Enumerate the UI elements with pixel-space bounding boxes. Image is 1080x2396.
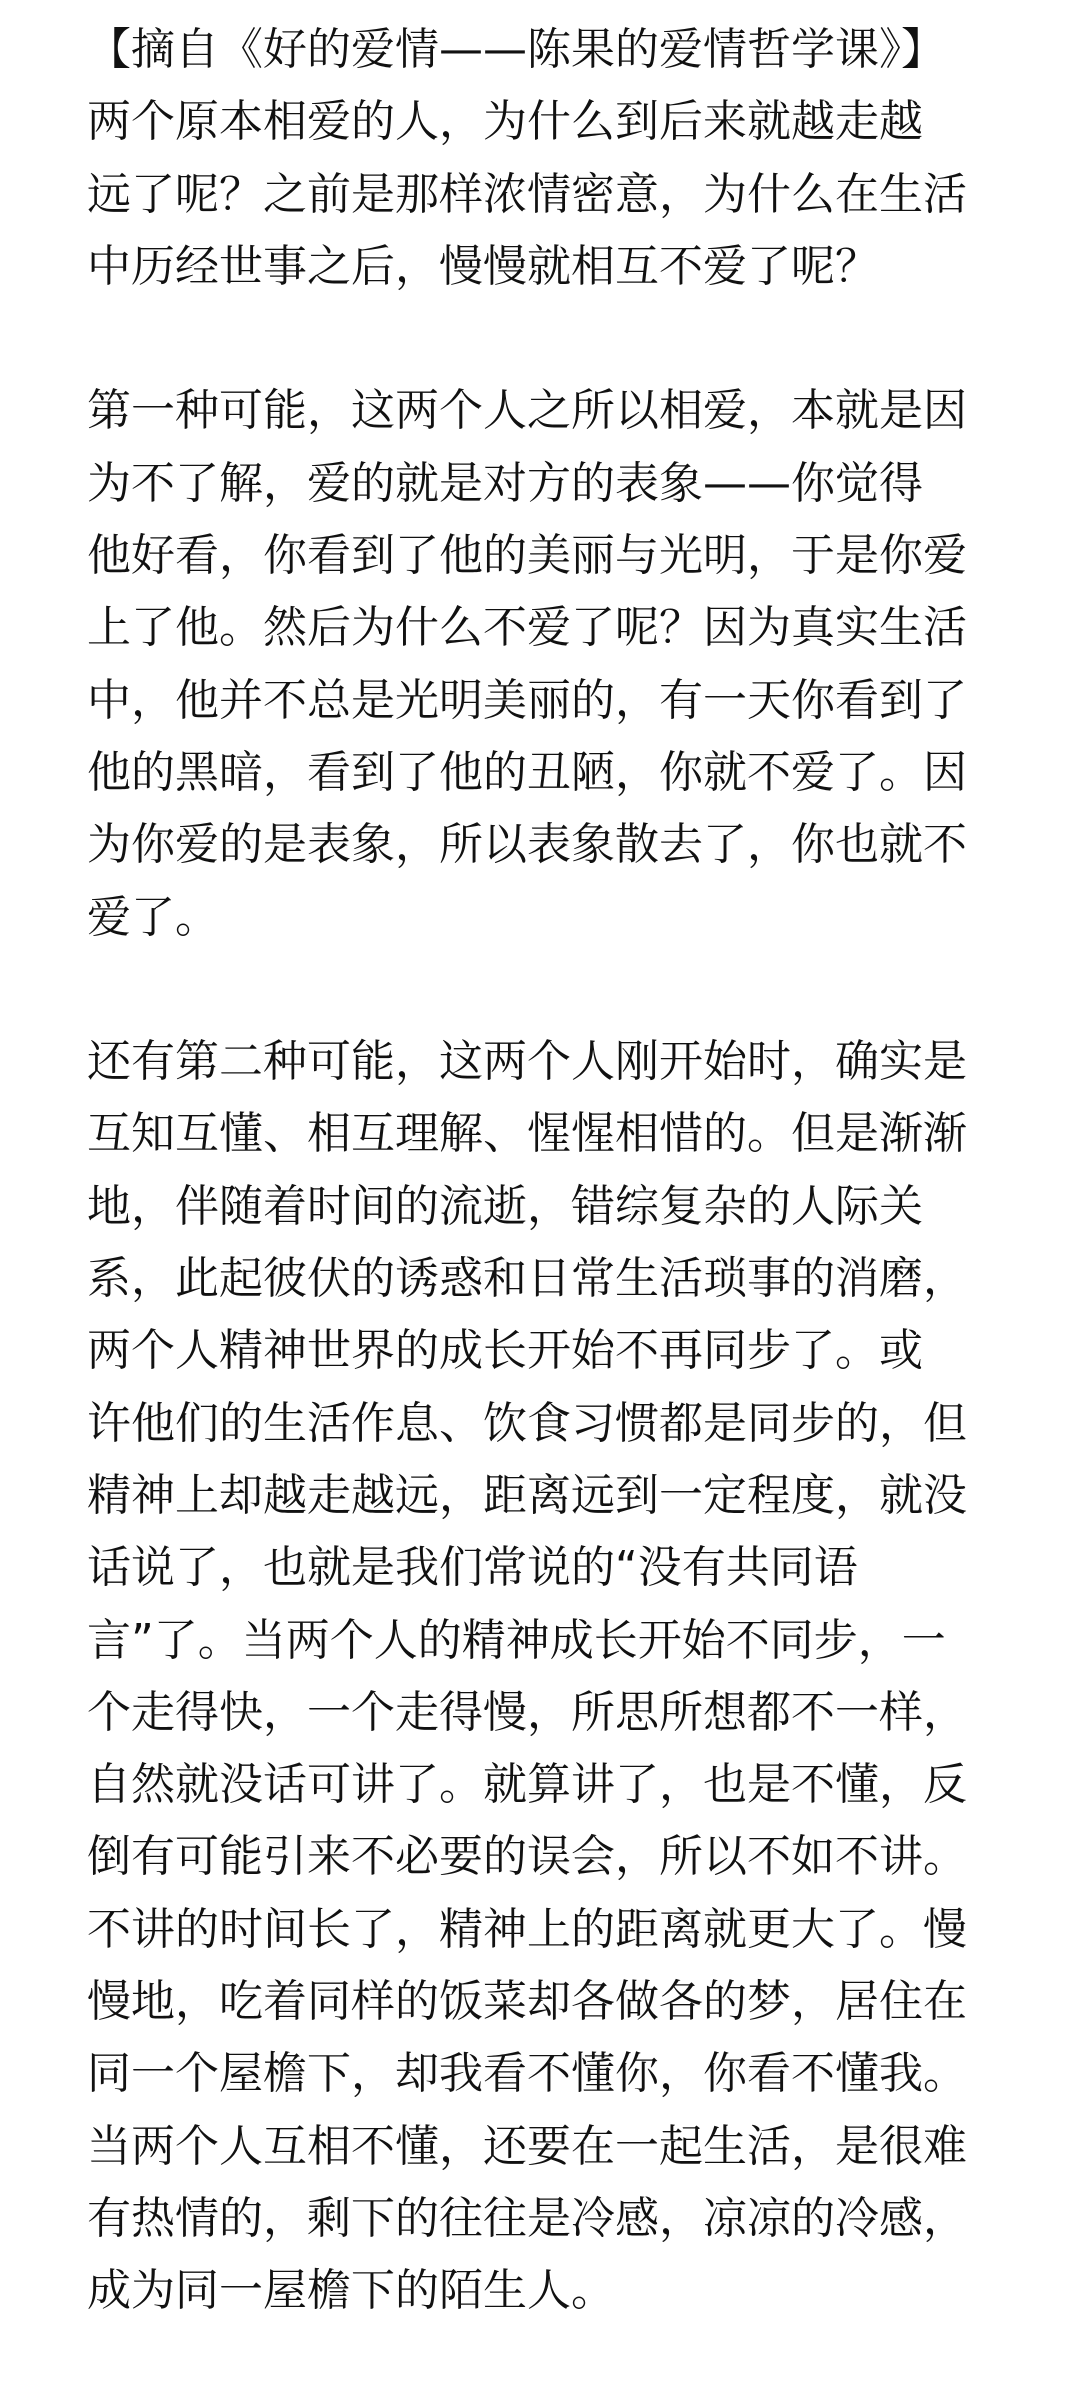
text-line: 系，此起彼伏的诱惑和日常生活琐事的消磨，: [87, 1253, 967, 1305]
text-line: 互知互懂、相互理解、惺惺相惜的。但是渐渐: [87, 1108, 967, 1160]
paragraph-spacer: [87, 303, 987, 375]
text-line: 中，他并不总是光明美丽的，有一天你看到了: [87, 674, 967, 726]
text-line: 有热情的，剩下的往往是冷感，凉凉的冷感，: [87, 2192, 967, 2244]
text-line: 许他们的生活作息、饮食习惯都是同步的，但: [87, 1397, 967, 1449]
text-line: 爱了。: [87, 891, 219, 943]
text-line: 地，伴随着时间的流逝，错综复杂的人际关: [87, 1180, 923, 1232]
text-line: 他好看，你看到了他的美丽与光明，于是你爱: [87, 530, 967, 582]
paragraph-2: [87, 375, 987, 953]
text-line: 自然就没话可讲了。就算讲了，也是不懂，反: [87, 1759, 967, 1811]
text-line: 同一个屋檐下，却我看不懂你，你看不懂我。: [87, 2048, 967, 2100]
text-line: 为不了解，爱的就是对方的表象——你觉得: [87, 457, 923, 509]
paragraph-spacer: [87, 954, 987, 1026]
text-line: 他的黑暗，看到了他的丑陋，你就不爱了。因: [87, 746, 967, 798]
article-body: [87, 14, 987, 2328]
text-line: 倒有可能引来不必要的误会，所以不如不讲。: [87, 1831, 967, 1883]
paragraph-1: [87, 14, 987, 303]
text-line: 为你爱的是表象，所以表象散去了，你也就不: [87, 819, 967, 871]
text-line: 慢地，吃着同样的饭菜却各做各的梦，居住在: [87, 1976, 967, 2028]
text-line: 话说了，也就是我们常说的“没有共同语: [87, 1542, 858, 1594]
text-line: 个走得快，一个走得慢，所思所想都不一样，: [87, 1686, 967, 1738]
text-line: 第一种可能，这两个人之所以相爱，本就是因: [87, 385, 967, 437]
paragraph-3: [87, 1026, 987, 2327]
source-citation: 【摘自《好的爱情——陈果的爱情哲学课》】: [87, 24, 945, 75]
text-line: 两个原本相爱的人，为什么到后来就越走越: [87, 96, 923, 148]
text-line: 成为同一屋檐下的陌生人。: [87, 2265, 615, 2317]
text-line: 中历经世事之后，慢慢就相互不爱了呢？: [87, 240, 879, 292]
text-line: 上了他。然后为什么不爱了呢？因为真实生活: [87, 602, 967, 654]
text-line: 不讲的时间长了，精神上的距离就更大了。慢: [87, 1903, 967, 1955]
text-line: 当两个人互相不懂，还要在一起生活，是很难: [87, 2120, 967, 2172]
text-line: 精神上却越走越远，距离远到一定程度，就没: [87, 1469, 967, 1521]
text-line: 远了呢？之前是那样浓情密意，为什么在生活: [87, 168, 967, 220]
text-line: 还有第二种可能，这两个人刚开始时，确实是: [87, 1036, 967, 1088]
text-line: 言”了。当两个人的精神成长开始不同步，一: [87, 1614, 946, 1666]
text-line: 两个人精神世界的成长开始不再同步了。或: [87, 1325, 923, 1377]
